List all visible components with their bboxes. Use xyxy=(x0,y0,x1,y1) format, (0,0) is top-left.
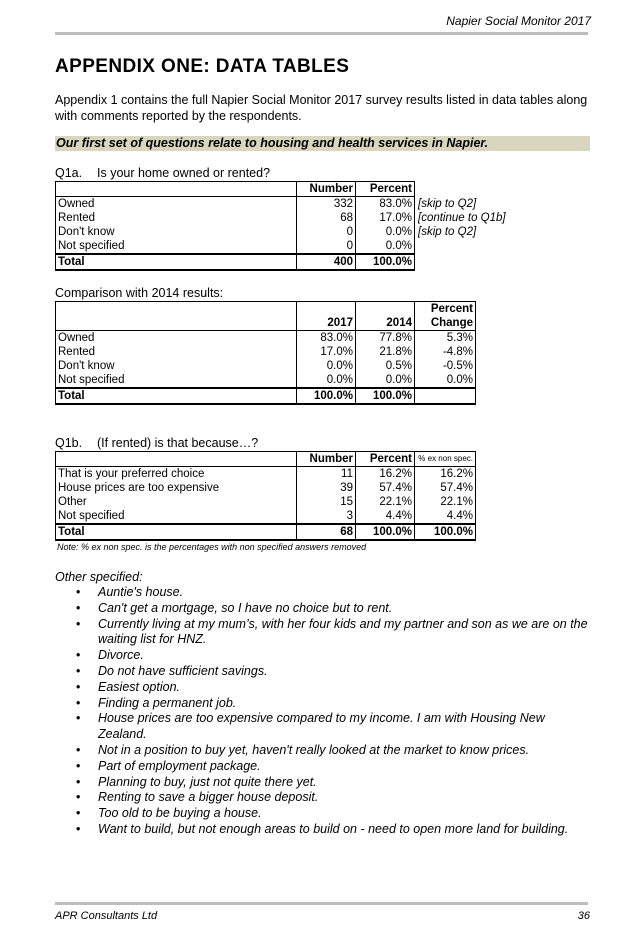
list-item: • Do not have sufficient savings. xyxy=(55,664,591,680)
row-ex-non-spec: 16.2% xyxy=(415,467,476,482)
row-label: Rented xyxy=(56,211,297,225)
row-label: Not specified xyxy=(56,373,297,388)
q1b-number: Q1b. xyxy=(55,436,83,450)
row-change: 0.0% xyxy=(415,373,476,388)
q1b-text: (If rented) is that because…? xyxy=(97,436,259,450)
list-item: • Easiest option. xyxy=(55,680,591,696)
list-item: • Not in a position to buy yet, haven't really looked at the market to know prices. xyxy=(55,743,591,759)
table-row xyxy=(56,495,476,509)
row-routing-note: [skip to Q2] xyxy=(418,197,477,210)
page-number: 36 xyxy=(577,910,590,922)
row-2014: 0.5% xyxy=(356,359,415,373)
table-row xyxy=(56,481,476,495)
q1a-header-number: Number xyxy=(297,182,356,197)
row-change: -0.5% xyxy=(415,359,476,373)
row-label: Owned xyxy=(56,331,297,346)
total-spacer xyxy=(415,254,525,270)
footer-company: APR Consultants Ltd xyxy=(55,910,158,922)
list-item: • Want to build, but not enough areas to build on - need to open more land for building. xyxy=(55,822,591,838)
comparison-heading: Comparison with 2014 results: xyxy=(55,286,224,300)
total-ex-non-spec: 100.0% xyxy=(415,524,476,540)
total-label: Total xyxy=(56,254,297,270)
total-row xyxy=(56,254,525,270)
row-2017: 83.0% xyxy=(297,331,356,346)
row-number: 0 xyxy=(297,239,356,254)
header-rule xyxy=(55,32,588,35)
running-header: Napier Social Monitor 2017 xyxy=(446,14,591,28)
table-row xyxy=(56,345,476,359)
table-row xyxy=(56,211,525,225)
table-note: Note: % ex non spec. is the percentages with non specified answers removed xyxy=(57,542,367,552)
q1a-header-percent: Percent xyxy=(356,182,415,197)
total-row xyxy=(56,388,476,404)
row-label: Not specified xyxy=(56,239,297,254)
row-routing-note: [continue to Q1b] xyxy=(418,212,506,224)
list-item: • Currently living at my mum’s, with her four kids and my partner and son as we are on the waiting list for HNZ. xyxy=(55,617,591,649)
row-2014: 0.0% xyxy=(356,373,415,388)
row-number: 0 xyxy=(297,225,356,239)
section-banner: Our first set of questions relate to housing and health services in Napier. xyxy=(55,136,590,151)
q1a-table xyxy=(55,181,525,271)
row-number: 68 xyxy=(297,211,356,225)
row-label: Don't know xyxy=(56,225,297,239)
list-item: • House prices are too expensive compared to my income. I am with Housing New Zealand. xyxy=(55,711,591,743)
q1b-header-blank xyxy=(56,452,297,467)
list-item: • Can't get a mortgage, so I have no choice but to rent. xyxy=(55,601,591,617)
row-percent: 83.0% xyxy=(356,197,415,212)
row-label: Owned xyxy=(56,197,297,212)
table-row xyxy=(56,509,476,524)
row-label: Not specified xyxy=(56,509,297,524)
q1a-question xyxy=(55,166,270,180)
row-ex-non-spec: 57.4% xyxy=(415,481,476,495)
table-row xyxy=(56,467,476,482)
row-label: Rented xyxy=(56,345,297,359)
table-row xyxy=(56,197,525,212)
comparison-header-2014: 2014 xyxy=(356,302,415,331)
row-routing-note xyxy=(415,239,525,254)
row-2017: 0.0% xyxy=(297,373,356,388)
other-specified-list xyxy=(55,585,591,838)
row-label: House prices are too expensive xyxy=(56,481,297,495)
row-2017: 0.0% xyxy=(297,359,356,373)
total-number: 400 xyxy=(297,254,356,270)
list-item: • Finding a permanent job. xyxy=(55,696,591,712)
table-row xyxy=(56,225,525,239)
total-change xyxy=(415,388,476,404)
q1a-header-blank xyxy=(56,182,297,197)
q1b-question xyxy=(55,436,258,450)
list-item: • Auntie's house. xyxy=(55,585,591,601)
row-percent: 17.0% xyxy=(356,211,415,225)
row-number: 3 xyxy=(297,509,356,524)
q1b-table xyxy=(55,451,476,541)
comparison-header-percent: Percent xyxy=(415,302,476,317)
row-percent: 0.0% xyxy=(356,239,415,254)
total-2017: 100.0% xyxy=(297,388,356,404)
table-row xyxy=(56,239,525,254)
row-number: 15 xyxy=(297,495,356,509)
total-row xyxy=(56,524,476,540)
row-number: 332 xyxy=(297,197,356,212)
q1a-header-spacer xyxy=(415,182,525,197)
footer-rule xyxy=(55,902,588,905)
row-percent: 4.4% xyxy=(356,509,415,524)
q1b-header-number: Number xyxy=(297,452,356,467)
total-percent: 100.0% xyxy=(356,254,415,270)
row-2017: 17.0% xyxy=(297,345,356,359)
comparison-header-2017: 2017 xyxy=(297,302,356,331)
list-item: • Planning to buy, just not quite there yet. xyxy=(55,775,591,791)
q1b-header-percent: Percent xyxy=(356,452,415,467)
total-2014: 100.0% xyxy=(356,388,415,404)
row-ex-non-spec: 22.1% xyxy=(415,495,476,509)
table-row xyxy=(56,373,476,388)
list-item: • Part of employment package. xyxy=(55,759,591,775)
row-percent: 16.2% xyxy=(356,467,415,482)
row-number: 39 xyxy=(297,481,356,495)
q1a-text: Is your home owned or rented? xyxy=(97,166,271,180)
total-label: Total xyxy=(56,388,297,404)
row-change: -4.8% xyxy=(415,345,476,359)
table-row xyxy=(56,359,476,373)
total-percent: 100.0% xyxy=(356,524,415,540)
row-number: 11 xyxy=(297,467,356,482)
list-item: • Divorce. xyxy=(55,648,591,664)
other-specified-heading: Other specified: xyxy=(55,570,143,584)
row-routing-note: [skip to Q2] xyxy=(418,226,477,238)
row-label: Other xyxy=(56,495,297,509)
row-2014: 77.8% xyxy=(356,331,415,346)
q1b-header-ex-non-spec: % ex non spec. xyxy=(415,452,476,467)
intro-paragraph: Appendix 1 contains the full Napier Social Monitor 2017 survey results listed in data tables along with comments reported by the respondents. xyxy=(55,93,588,123)
total-label: Total xyxy=(56,524,297,540)
list-item: • Renting to save a bigger house deposit. xyxy=(55,790,591,806)
comparison-header-change: Change xyxy=(415,316,476,331)
table-row xyxy=(56,331,476,346)
comparison-table xyxy=(55,301,476,405)
row-percent: 57.4% xyxy=(356,481,415,495)
row-label: Don't know xyxy=(56,359,297,373)
q1a-number: Q1a. xyxy=(55,166,83,180)
row-percent: 22.1% xyxy=(356,495,415,509)
total-number: 68 xyxy=(297,524,356,540)
list-item: • Too old to be buying a house. xyxy=(55,806,591,822)
page-title: APPENDIX ONE: DATA TABLES xyxy=(55,56,350,77)
row-percent: 0.0% xyxy=(356,225,415,239)
row-ex-non-spec: 4.4% xyxy=(415,509,476,524)
row-change: 5.3% xyxy=(415,331,476,346)
row-2014: 21.8% xyxy=(356,345,415,359)
row-label: That is your preferred choice xyxy=(56,467,297,482)
comparison-header-blank xyxy=(56,302,297,331)
